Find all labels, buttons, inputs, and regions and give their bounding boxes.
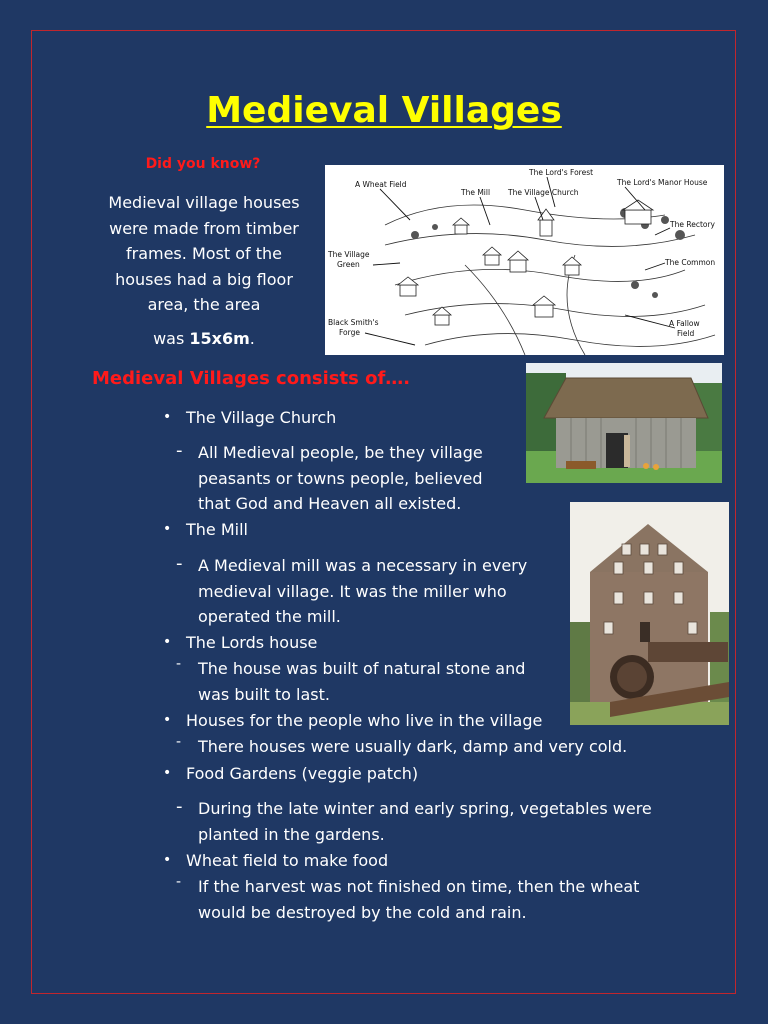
did-you-know-heading: Did you know?	[145, 156, 261, 172]
map-label-fallow-field: A Fallow	[669, 319, 700, 328]
map-label-mill: The Mill	[461, 188, 491, 197]
detail-line: The house was built of natural stone and	[198, 659, 526, 678]
detail-line: peasants or towns people, believed	[198, 468, 483, 488]
detail-line: If the harvest was not finished on time, then the wheat	[198, 877, 640, 896]
bullet-glyph: •	[163, 712, 172, 728]
map-label-rectory: The Rectory	[670, 220, 715, 229]
bullet-glyph: •	[163, 521, 172, 537]
map-label-wheat-field: A Wheat Field	[355, 180, 407, 189]
intro-line: area, the area	[147, 295, 261, 314]
dash-glyph: -	[176, 553, 183, 574]
map-label-village-church: The Village Church	[508, 188, 579, 197]
list-item-detail	[198, 656, 525, 707]
detail-line: medieval village. It was the miller who	[198, 581, 507, 601]
list-item-detail	[198, 874, 639, 925]
map-label-village-green: The Village	[328, 250, 370, 259]
list-item-detail	[198, 734, 627, 760]
map-label-blacksmith-2: Forge	[339, 328, 360, 337]
dash-glyph: -	[176, 656, 182, 672]
detail-line: would be destroyed by the cold and rain.	[198, 902, 527, 922]
bullet-glyph: •	[163, 852, 172, 868]
list-item-title: The Village Church	[186, 408, 337, 427]
list-item-title: Wheat field to make food	[186, 851, 389, 870]
dash-glyph: -	[176, 874, 182, 890]
detail-line: that God and Heaven all existed.	[198, 494, 462, 513]
map-label-common: The Common	[665, 258, 716, 267]
house-size-line	[98, 329, 310, 348]
village-map-illustration	[325, 165, 724, 355]
detail-line: During the late winter and early spring, vegetables were	[198, 799, 652, 818]
watermill-photo	[570, 502, 729, 725]
section-heading: Medieval Villages consists of….	[92, 368, 411, 389]
bullet-glyph: •	[163, 634, 172, 650]
intro-line: frames. Most of the	[125, 244, 282, 263]
map-label-blacksmith: Black Smith's	[328, 318, 379, 327]
dash-glyph: -	[176, 796, 183, 817]
was-suffix: .	[249, 329, 255, 348]
list-item-title: The Mill	[186, 520, 248, 539]
bullet-glyph: •	[163, 765, 172, 781]
list-item-title: Houses for the people who live in the village	[186, 711, 543, 730]
intro-line: houses had a big floor	[115, 269, 293, 289]
dash-glyph: -	[176, 440, 183, 461]
list-item-title: The Lords house	[186, 633, 318, 652]
detail-line: was built to last.	[198, 684, 330, 704]
list-item-title: Food Gardens (veggie patch)	[186, 764, 419, 783]
list-item-detail	[198, 440, 483, 517]
detail-line: There houses were usually dark, damp and very cold.	[198, 737, 628, 756]
detail-line: All Medieval people, be they village	[198, 443, 483, 462]
was-prefix: was	[153, 329, 190, 348]
detail-line: planted in the gardens.	[198, 824, 385, 844]
list-item-detail	[198, 553, 527, 630]
detail-line: A Medieval mill was a necessary in every	[198, 556, 528, 575]
page-title: Medieval Villages	[206, 90, 562, 131]
dash-glyph: -	[176, 734, 182, 750]
map-label-fallow-field-2: Field	[677, 329, 695, 338]
detail-line: operated the mill.	[198, 607, 341, 626]
map-label-lords-forest: The Lord's Forest	[529, 168, 594, 177]
list-item-detail	[198, 796, 652, 847]
intro-line: Medieval village houses	[108, 193, 300, 212]
map-label-manor-house: The Lord's Manor House	[617, 178, 708, 187]
intro-line: were made from timber	[109, 218, 299, 238]
map-label-village-green-2: Green	[337, 260, 360, 269]
thatched-house-photo	[526, 363, 722, 483]
house-size-value: 15x6m	[189, 329, 250, 348]
did-you-know-text	[98, 190, 310, 318]
bullet-glyph: •	[163, 409, 172, 425]
